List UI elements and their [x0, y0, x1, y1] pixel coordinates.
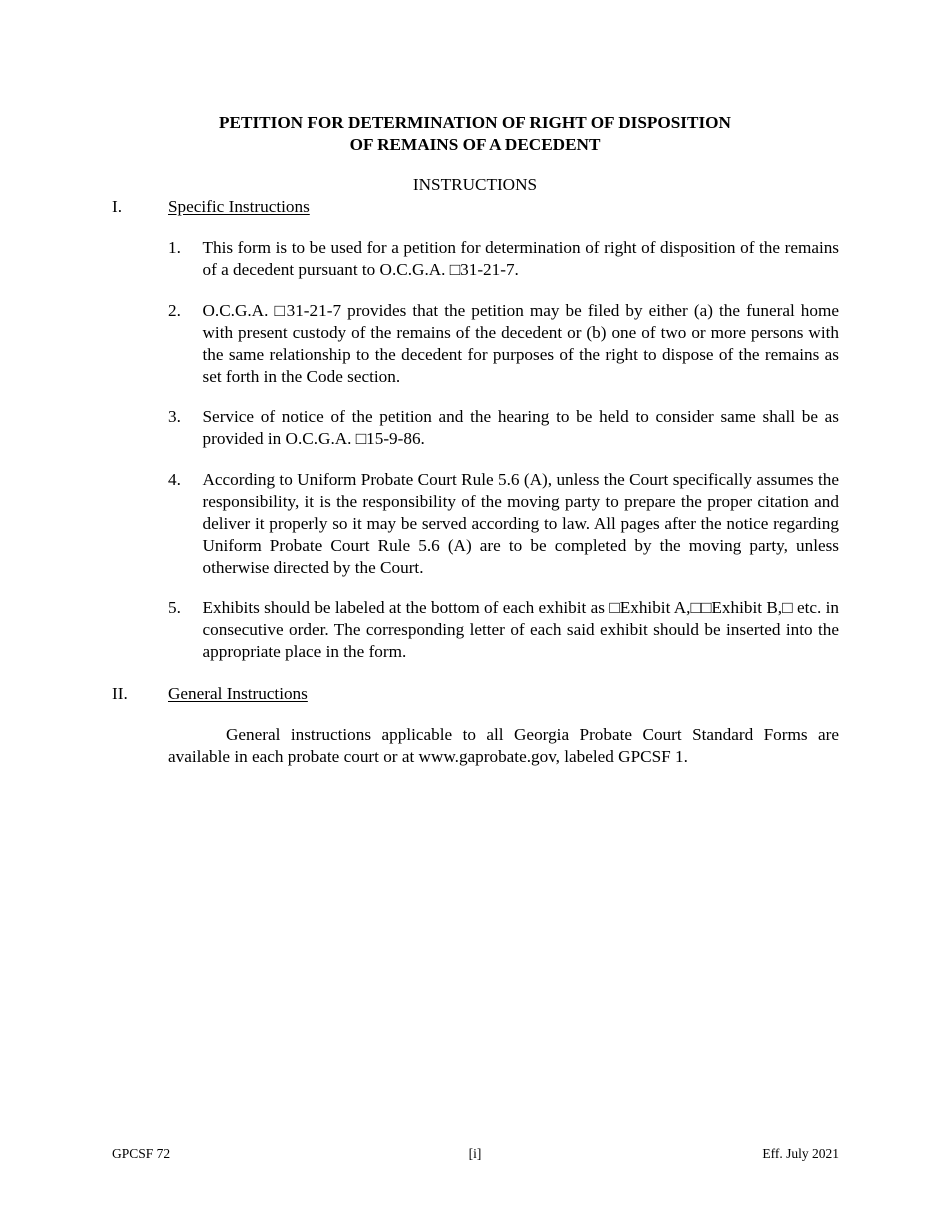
footer-effective-date: Eff. July 2021	[762, 1146, 839, 1161]
instructions-heading: INSTRUCTIONS	[412, 175, 538, 194]
item-number: 5.	[168, 598, 181, 617]
document-title	[0, 112, 950, 156]
item-number: 2.	[168, 301, 181, 320]
item-text: Service of notice of the petition and the hearing to be held to consider same shall be as provided in O.C.G.A. □15-9-86.	[202, 407, 839, 448]
item-text: This form is to be used for a petition for determination of right of disposition of the remains of a decedent pursuant to O.C.G.A. □31-21-7.	[202, 238, 839, 279]
section-heading-general: General Instructions	[168, 684, 308, 703]
section-number-2: II.	[112, 684, 128, 703]
title-line-1: PETITION FOR DETERMINATION OF RIGHT OF DISPOSITION	[219, 113, 731, 132]
instruction-item-1	[168, 237, 839, 281]
section-number-1: I.	[112, 197, 123, 216]
instruction-item-4	[168, 469, 839, 579]
instruction-item-3	[168, 406, 839, 450]
footer-page-number: [i]	[468, 1146, 482, 1161]
item-text: O.C.G.A. □31-21-7 provides that the petition may be filed by either (a) the funeral home with present custody of the remains of the decedent or (b) one of two or more persons with the same relationship to the decedent for purposes of the right to dispose of the remains as set forth in the Code section.	[202, 301, 839, 386]
footer-form-id: GPCSF 72	[112, 1146, 171, 1161]
section-heading-specific: Specific Instructions	[168, 197, 310, 216]
item-text: Exhibits should be labeled at the bottom of each exhibit as □Exhibit A,□□Exhibit B,□ etc. in consecutive order. The corresponding letter of each said exhibit should be inserted into the appropriate place in the form.	[202, 598, 839, 661]
general-instructions-text: General instructions applicable to all Georgia Probate Court Standard Forms are available in each probate court or at www.gaprobate.gov, labeled GPCSF 1.	[168, 725, 839, 766]
instruction-item-2	[168, 300, 839, 388]
item-text: According to Uniform Probate Court Rule 5.6 (A), unless the Court specifically assumes the responsibility, it is the responsibility of the moving party to prepare the proper citation and deliver it properly so it may be served according to law. All pages after the notice regarding Uniform Probate Court Rule 5.6 (A) are to be completed by the moving party, unless otherwise directed by the Court.	[202, 470, 839, 577]
title-line-2: OF REMAINS OF A DECEDENT	[349, 135, 601, 154]
item-number: 3.	[168, 407, 181, 426]
item-number: 1.	[168, 238, 181, 257]
instruction-item-5	[168, 597, 839, 663]
item-number: 4.	[168, 470, 181, 489]
